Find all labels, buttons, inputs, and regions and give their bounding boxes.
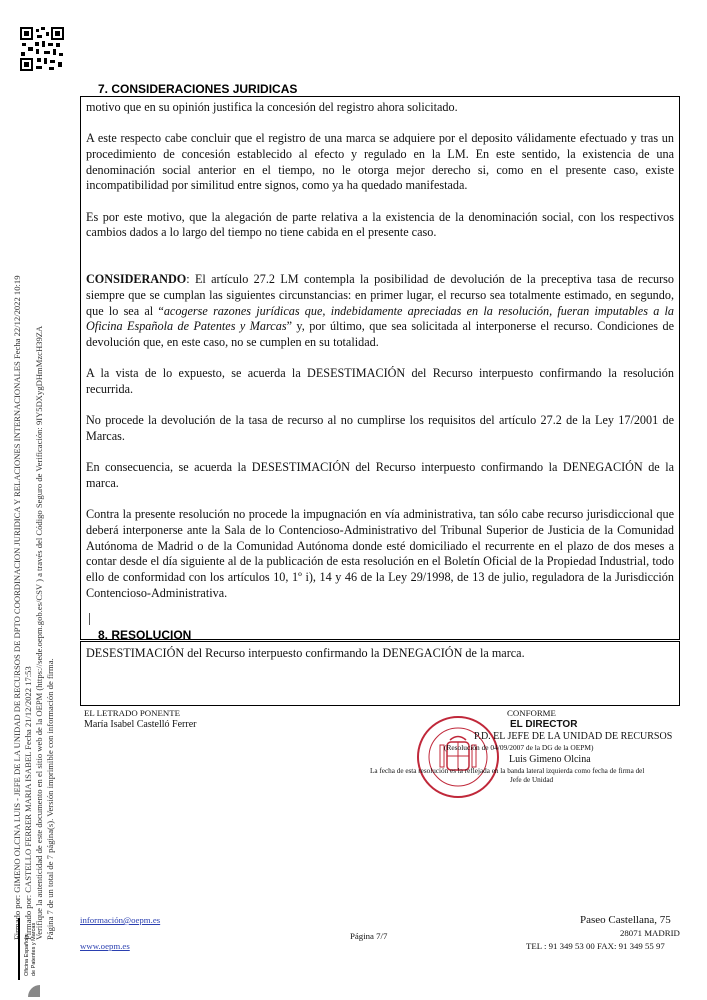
footer-email-link[interactable]: información@oepm.es	[80, 915, 161, 925]
considerando-label: CONSIDERANDO	[86, 272, 187, 287]
paragraph: Contra la presente resolución no procede la impugnación en vía administrativa, tan sólo cabe recurso jurisdiccional que deberá interponerse ante la Sala de lo Contencioso-Administrativo del Tribunal Superior de Justicia de la Comunidad Autónoma de Madrid o de la Comunidad Autónoma donde esté domiciliado el recurrente en el plazo de dos meses a contar desde el día siguiente al de la publicación de esta resolución en el Boletín Oficial de la Propiedad Industrial, todo ello de conformidad con los artículos 10, 1º i), 14 y 46 de la Ley 29/1998, de 13 de julio, reguladora de la Jurisdicción Contencioso-Administrativa.	[86, 507, 674, 600]
logo-text-2: de Patentes y Marcas	[31, 922, 37, 976]
paragraph: No procede la devolución de la tasa de recurso al no cumplirse los requisitos del artículo 27.2 de la Ley 17/2001 de Marcas.	[86, 413, 674, 443]
section-8-box	[80, 641, 680, 706]
side-line-2: Firmado por: CASTELLO FERRER MARIA ISABEL Fecha 21/12/2022 17:53	[23, 666, 33, 940]
signature-note-2: Jefe de Unidad	[510, 776, 554, 784]
footer-city: 28071 MADRID	[620, 928, 680, 938]
section-7-title: 7. CONSIDERACIONES JURIDICAS	[98, 82, 298, 96]
paragraph: A este respecto cabe concluir que el registro de una marca se adquiere por el deposito válidamente efectuado y tras un procedimiento de concesión establecido al efecto y regulado en la LM. En este sentido, la existencia de una denominación social anterior en el tiempo, no le otorga mejor derecho si, como en el presente caso, existe incompatibilidad por similitud entre signos, como ya ha quedado manifestada.	[86, 131, 674, 193]
text-cursor	[89, 613, 90, 625]
director-line-1: P.D. EL JEFE DE LA UNIDAD DE RECURSOS	[474, 731, 673, 742]
footer-address: Paseo Castellana, 75	[580, 914, 671, 926]
oepm-logo	[18, 918, 48, 980]
official-seal-icon	[416, 715, 500, 799]
page-number: Página 7/7	[350, 931, 388, 941]
footer-web-link[interactable]: www.oepm.es	[80, 941, 130, 951]
director-name: Luis Gimeno Olcina	[509, 754, 591, 765]
qr-code-icon	[20, 27, 64, 71]
considerando-paragraph	[86, 272, 674, 351]
side-line-3: Verifique la autenticidad de este documento en el sitio web de la OEPM (https://sede.oepm.gob.es/CSV ) a través del Código Seguro de Verificación: 9IY5DXygDHmMzcH39ZA	[34, 325, 44, 940]
paragraph: En consecuencia, se acuerda la DESESTIMACIÓN del Recurso interpuesto confirmando la DENEGACIÓN de la marca.	[86, 460, 674, 490]
signature-side-band	[0, 160, 90, 940]
left-signature-name: María Isabel Castelló Ferrer	[84, 719, 197, 730]
section-7-box	[80, 96, 680, 640]
director-title: EL DIRECTOR	[510, 719, 578, 730]
considerando-quote: acogerse razones jurídicas que, indebidamente apreciadas en la resolución, fueran imputables a la Oficina Española de Patentes y Marcas	[86, 303, 675, 334]
side-line-1: Firmado por: GIMENO OLCINA LUIS - JEFE DE LA UNIDAD DE RECURSOS DE DPTO COORDINACION JURIDICA Y RELACIONES INTERNACIONALES Fecha 22/12/2022 10:19	[12, 275, 22, 940]
section-8-title: 8. RESOLUCION	[98, 628, 192, 642]
right-signature-label: CONFORME	[507, 708, 556, 718]
oepm-logo-mark-icon	[26, 983, 42, 999]
paragraph: motivo que en su opinión justifica la concesión del registro ahora solicitado.	[86, 100, 458, 114]
paragraph: A la vista de lo expuesto, se acuerda la DESESTIMACIÓN del Recurso interpuesto confirmando la resolución recurrida.	[86, 366, 674, 396]
paragraph: Es por este motivo, que la alegación de parte relativa a la existencia de la denominación social, con los respectivos cambios dados a lo largo del tiempo no tiene cabida en el presente caso.	[86, 209, 674, 240]
considerando-text-2: ” y, por último, que sea solicitada al interponerse el recurso. Condiciones de devolución que, en este caso, no se cumplen en su totalidad.	[86, 319, 674, 349]
director-line-2: (Resolución de 04/09/2007 de la DG de la OEPM)	[444, 743, 594, 752]
side-line-4: Página 7 de un total de 7 página(s). Versión imprimible con información de firma.	[45, 658, 55, 940]
resolution-text: DESESTIMACIÓN del Recurso interpuesto confirmando la DENEGACIÓN de la marca.	[86, 646, 525, 660]
considerando-text-1: : El artículo 27.2 LM contempla la posibilidad de devolución de la preceptiva tasa de recurso siempre que se cumplan las siguientes circunstancias: en primer lugar, el recurso sea totalmente estimado, en segundo, que lo sea al “	[86, 272, 674, 318]
left-signature-label: EL LETRADO PONENTE	[84, 708, 180, 718]
footer-phones: TEL : 91 349 53 00 FAX: 91 349 55 97	[526, 941, 665, 951]
signature-note-1: La fecha de esta resolución es la reflejada en la banda lateral izquierda como fecha de firma del	[370, 767, 645, 775]
logo-text-1: Oficina Española	[24, 934, 30, 976]
